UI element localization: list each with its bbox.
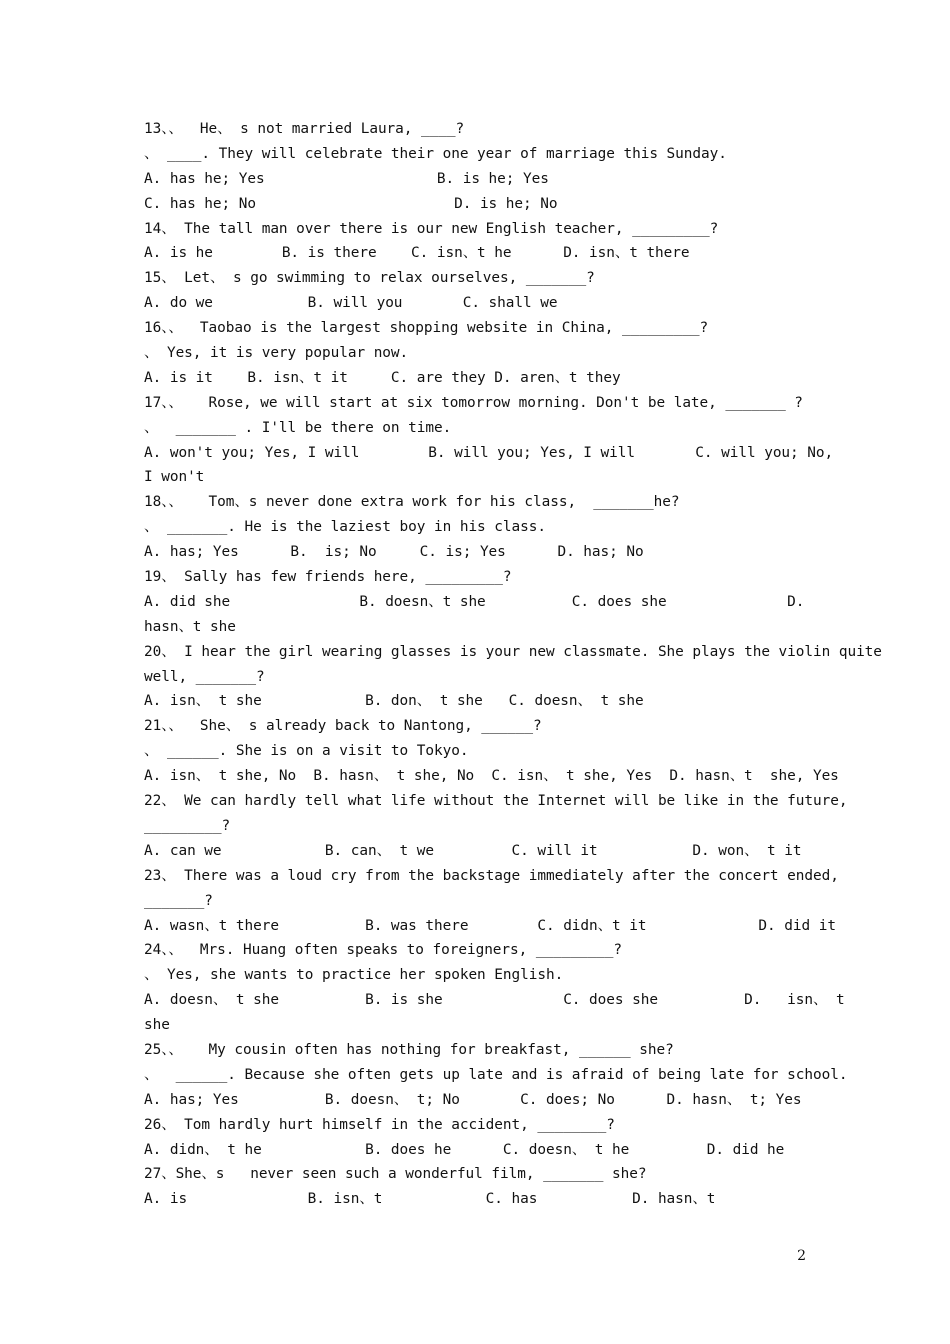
text-line: 27、She、s never seen such a wonderful film, _______ she? bbox=[144, 1166, 647, 1183]
text-line: 25、、 My cousin often has nothing for breakfast, ______ she? bbox=[144, 1041, 674, 1058]
text-line: A. did she B. doesn、t she C. does she D. bbox=[144, 593, 805, 610]
text-line: _______? bbox=[144, 892, 213, 909]
text-line: hasn、t she bbox=[144, 618, 236, 635]
text-line: A. has he; Yes B. is he; Yes bbox=[144, 170, 549, 187]
text-line: 18、、 Tom、s never done extra work for his class, _______he? bbox=[144, 494, 680, 511]
text-line: 、 _______ . I'll be there on time. bbox=[144, 419, 452, 436]
page-number: 2 bbox=[797, 1248, 806, 1264]
text-line: well, _______? bbox=[144, 668, 265, 685]
text-line: A. didn、 t he B. does he C. doesn、 t he D. did he bbox=[144, 1141, 785, 1158]
text-line: A. doesn、 t she B. is she C. does she D. isn、 t bbox=[144, 992, 845, 1009]
text-line: C. has he; No D. is he; No bbox=[144, 195, 558, 212]
text-line: A. do we B. will you C. shall we bbox=[144, 295, 558, 312]
text-line: 14、 The tall man over there is our new English teacher, _________? bbox=[144, 220, 719, 237]
text-line: A. is it B. isn、t it C. are they D. aren、t they bbox=[144, 369, 621, 386]
text-line: 、 ______. Because she often gets up late and is afraid of being late for school. bbox=[144, 1066, 848, 1083]
text-line: A. isn、 t she, No B. hasn、 t she, No C. isn、 t she, Yes D. hasn、t she, Yes bbox=[144, 768, 839, 785]
text-line: A. is he B. is there C. isn、t he D. isn、t there bbox=[144, 245, 690, 262]
text-line: 、 ____. They will celebrate their one year of marriage this Sunday. bbox=[144, 145, 727, 162]
text-line: A. has; Yes B. is; No C. is; Yes D. has; No bbox=[144, 544, 644, 561]
text-line: 21、、 She、 s already back to Nantong, ______? bbox=[144, 718, 542, 735]
text-line: I won't bbox=[144, 469, 205, 486]
text-line: 22、 We can hardly tell what life without the Internet will be like in the future, bbox=[144, 793, 848, 810]
text-line: 26、 Tom hardly hurt himself in the accident, ________? bbox=[144, 1116, 615, 1133]
text-line: 23、 There was a loud cry from the backstage immediately after the concert ended, bbox=[144, 867, 839, 884]
text-line: _________? bbox=[144, 817, 231, 834]
text-line: A. isn、 t she B. don、 t she C. doesn、 t she bbox=[144, 693, 644, 710]
text-line: 、 Yes, she wants to practice her spoken English. bbox=[144, 967, 564, 984]
text-line: A. is B. isn、t C. has D. hasn、t bbox=[144, 1191, 716, 1208]
text-line: 19、 Sally has few friends here, _________? bbox=[144, 569, 512, 586]
text-line: 20、 I hear the girl wearing glasses is your new classmate. She plays the violin quite bbox=[144, 643, 882, 660]
text-line: A. can we B. can、 t we C. will it D. won、 t it bbox=[144, 842, 802, 859]
question-list bbox=[144, 117, 882, 1212]
text-line: A. wasn、t there B. was there C. didn、t it D. did it bbox=[144, 917, 836, 934]
text-line: 17、、 Rose, we will start at six tomorrow morning. Don't be late, _______ ? bbox=[144, 394, 803, 411]
text-line: 、 _______. He is the laziest boy in his class. bbox=[144, 519, 546, 536]
text-line: A. won't you; Yes, I will B. will you; Yes, I will C. will you; No, bbox=[144, 444, 834, 461]
text-line: 24、、 Mrs. Huang often speaks to foreigners, _________? bbox=[144, 942, 623, 959]
text-line: 15、 Let、 s go swimming to relax ourselves, _______? bbox=[144, 270, 595, 287]
text-line: 13、、 He、 s not married Laura, ____? bbox=[144, 121, 465, 137]
text-line: 、 Yes, it is very popular now. bbox=[144, 345, 409, 362]
text-line: A. has; Yes B. doesn、 t; No C. does; No D. hasn、 t; Yes bbox=[144, 1091, 802, 1108]
text-line: she bbox=[144, 1017, 170, 1034]
text-line: 16、、 Taobao is the largest shopping website in China, _________? bbox=[144, 320, 709, 337]
text-line: 、 ______. She is on a visit to Tokyo. bbox=[144, 743, 469, 760]
